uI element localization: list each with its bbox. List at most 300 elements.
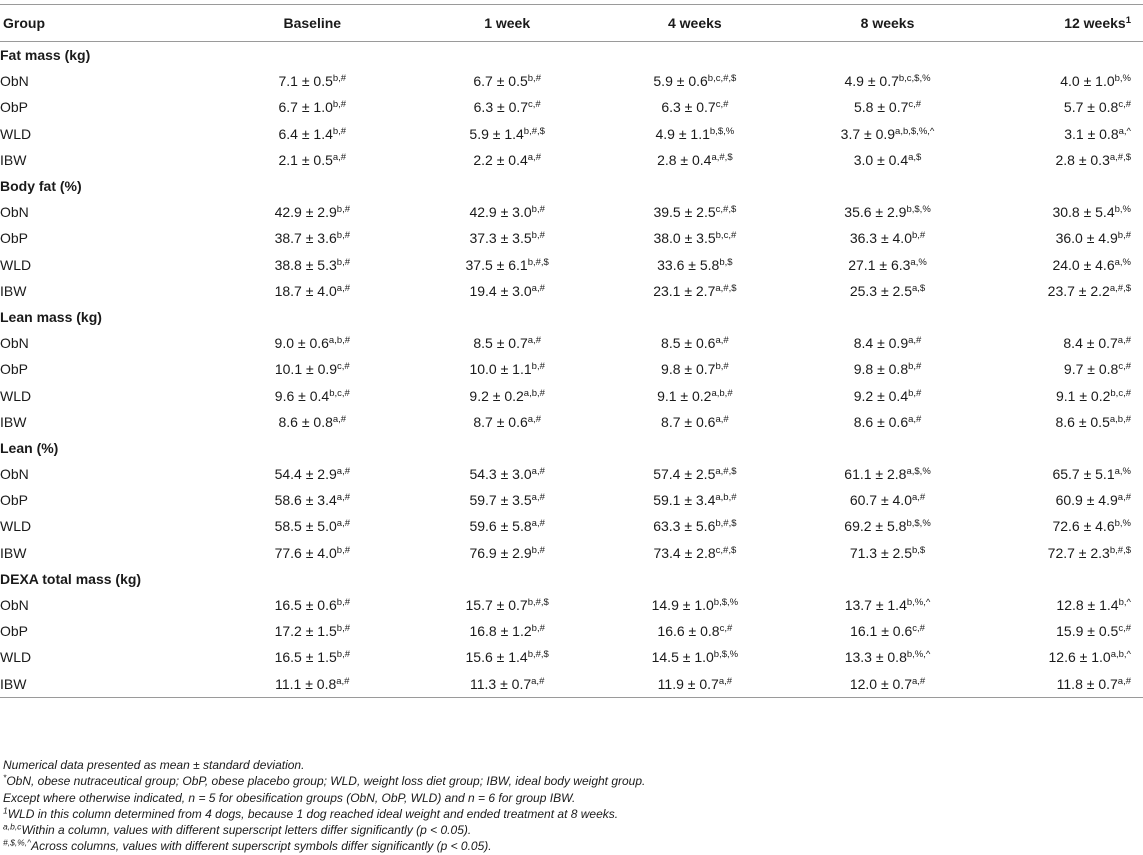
value-cell — [789, 330, 987, 356]
table-row — [0, 68, 1143, 94]
value-cell — [413, 644, 601, 670]
header-8-weeks: 8 weeks — [789, 5, 987, 42]
value-cell — [601, 147, 789, 173]
mean-sd-value: 37.5 ± 6.1 — [465, 256, 528, 273]
value-cell — [601, 68, 789, 94]
mean-sd-value: 5.9 ± 1.4 — [469, 125, 524, 142]
value-cell — [211, 592, 413, 618]
group-label: IBW — [0, 413, 27, 430]
value-cell — [601, 618, 789, 644]
significance-marker: b,#,$ — [1109, 544, 1131, 556]
significance-marker: a,# — [531, 675, 545, 687]
value-cell — [601, 356, 789, 382]
significance-marker: b,# — [908, 361, 922, 373]
group-label: ObN — [0, 73, 29, 90]
significance-marker: a,#,$ — [711, 151, 733, 163]
header-12-weeks-footnote-marker: 1 — [1125, 14, 1131, 26]
significance-marker: b,$,% — [906, 518, 931, 530]
value-cell — [413, 252, 601, 278]
value-cell — [211, 356, 413, 382]
mean-sd-value: 71.3 ± 2.5 — [849, 544, 912, 561]
value-cell — [789, 147, 987, 173]
significance-marker: a,# — [332, 151, 347, 163]
significance-marker: b,$ — [912, 544, 926, 556]
mean-sd-value: 73.4 ± 2.8 — [653, 544, 716, 561]
mean-sd-value: 8.5 ± 0.7 — [473, 335, 528, 352]
mean-sd-value: 15.6 ± 1.4 — [465, 649, 528, 666]
table-row — [0, 592, 1143, 618]
mean-sd-value: 59.1 ± 3.4 — [653, 492, 716, 509]
group-label: ObN — [0, 466, 29, 483]
significance-marker: b,# — [531, 204, 545, 215]
footnote-marker: #,$,%,^ — [3, 837, 32, 848]
value-cell — [413, 94, 601, 120]
significance-marker: a,# — [531, 518, 545, 530]
significance-marker: a,# — [336, 675, 350, 687]
value-cell — [789, 409, 987, 435]
footnote — [3, 838, 645, 854]
significance-marker: a,# — [332, 413, 347, 425]
significance-marker: a,# — [908, 334, 922, 346]
significance-marker: a,$ — [908, 151, 922, 163]
group-label: ObP — [0, 361, 29, 378]
group-label: IBW — [0, 544, 27, 561]
value-cell — [601, 121, 789, 147]
mean-sd-value: 35.6 ± 2.9 — [844, 204, 907, 221]
value-cell — [211, 278, 413, 304]
significance-marker: a,b,# — [1109, 413, 1131, 425]
value-cell — [413, 671, 601, 698]
mean-sd-value: 11.1 ± 0.8 — [275, 675, 337, 692]
value-cell — [413, 225, 601, 251]
significance-marker: b,^ — [1118, 596, 1131, 608]
value-cell — [211, 147, 413, 173]
table-row — [0, 147, 1143, 173]
mean-sd-value: 8.4 ± 0.9 — [853, 335, 909, 352]
significance-marker: a,# — [531, 492, 545, 504]
value-cell — [986, 199, 1143, 225]
mean-sd-value: 65.7 ± 5.1 — [1052, 466, 1115, 483]
mean-sd-value: 19.4 ± 3.0 — [469, 282, 532, 299]
group-label: ObN — [0, 335, 29, 352]
table-row — [0, 487, 1143, 513]
significance-marker: a,% — [1114, 256, 1131, 268]
value-cell — [211, 94, 413, 120]
section-row — [0, 42, 1143, 69]
value-cell — [789, 461, 987, 487]
mean-sd-value: 12.8 ± 1.4 — [1056, 597, 1119, 614]
value-cell — [211, 252, 413, 278]
significance-marker: b,$,% — [709, 125, 735, 137]
header-12-weeks-label: 12 weeks — [1064, 15, 1126, 31]
table-row — [0, 252, 1143, 278]
mean-sd-value: 2.2 ± 0.4 — [473, 151, 528, 168]
section-title: Lean mass (kg) — [0, 308, 102, 325]
mean-sd-value: 9.6 ± 0.4 — [274, 387, 330, 404]
significance-marker: b,# — [531, 623, 545, 634]
significance-marker: c,# — [715, 99, 729, 111]
footnote-text: Numerical data presented as mean ± standard deviation. — [3, 758, 305, 772]
group-label: ObP — [0, 623, 29, 640]
significance-marker: b,# — [715, 361, 729, 373]
table-row — [0, 618, 1143, 644]
significance-marker: a,# — [336, 492, 350, 504]
significance-marker: a,#,$ — [715, 465, 737, 477]
value-cell — [413, 330, 601, 356]
value-cell — [789, 618, 987, 644]
significance-marker: b,# — [336, 544, 350, 556]
table-row — [0, 225, 1143, 251]
section-title: DEXA total mass (kg) — [0, 570, 142, 587]
group-label: IBW — [0, 671, 211, 698]
value-cell — [789, 382, 987, 408]
value-cell — [789, 225, 987, 251]
significance-marker: b,$ — [719, 256, 733, 268]
mean-sd-value: 9.8 ± 0.7 — [661, 361, 716, 378]
group-label: WLD — [0, 387, 32, 404]
mean-sd-value: 58.6 ± 3.4 — [274, 492, 337, 509]
mean-sd-value: 5.7 ± 0.8 — [1063, 99, 1119, 116]
footnote — [3, 757, 645, 773]
significance-marker: a,b,# — [328, 334, 351, 346]
value-cell — [413, 121, 601, 147]
significance-marker: b,# — [531, 544, 545, 556]
footnote-text: Except where otherwise indicated, n = 5 for obesification groups (ObN, ObP, WLD) and n = 6 for group IBW. — [3, 790, 576, 805]
mean-sd-value: 2.8 ± 0.3 — [1055, 151, 1110, 168]
footnote-text: Across columns, values with different superscript symbols differ significantly (p < 0.05). — [31, 839, 492, 854]
value-cell — [986, 409, 1143, 435]
mean-sd-value: 60.9 ± 4.9 — [1055, 492, 1118, 509]
significance-marker: b,# — [531, 361, 545, 373]
significance-marker: a,^ — [1118, 125, 1131, 137]
value-cell — [986, 252, 1143, 278]
value-cell — [413, 68, 601, 94]
table-row — [0, 278, 1143, 304]
mean-sd-value: 23.1 ± 2.7 — [653, 282, 716, 299]
significance-marker: a,b,# — [715, 492, 737, 504]
mean-sd-value: 77.6 ± 4.0 — [274, 544, 337, 561]
section-title: Fat mass (kg) — [0, 47, 91, 64]
value-cell — [601, 540, 789, 566]
value-cell — [986, 540, 1143, 566]
value-cell — [601, 644, 789, 670]
significance-marker: b,c,# — [1110, 387, 1131, 399]
significance-marker: a,# — [1117, 492, 1131, 504]
mean-sd-value: 9.0 ± 0.6 — [274, 335, 329, 352]
table-row — [0, 513, 1143, 539]
mean-sd-value: 10.0 ± 1.1 — [469, 361, 532, 378]
significance-marker: c,# — [1118, 361, 1131, 373]
mean-sd-value: 72.6 ± 4.6 — [1052, 518, 1115, 535]
mean-sd-value: 54.4 ± 2.9 — [274, 466, 337, 483]
mean-sd-value: 38.7 ± 3.6 — [274, 230, 337, 247]
mean-sd-value: 6.4 ± 1.4 — [278, 125, 333, 142]
significance-marker: b,# — [332, 99, 347, 111]
mean-sd-value: 16.6 ± 0.8 — [657, 623, 720, 640]
mean-sd-value: 59.7 ± 3.5 — [469, 492, 532, 509]
significance-marker: a,# — [1117, 334, 1131, 346]
mean-sd-value: 24.0 ± 4.6 — [1052, 256, 1115, 273]
mean-sd-value: 61.1 ± 2.8 — [844, 466, 907, 483]
value-cell — [413, 540, 601, 566]
value-cell — [601, 94, 789, 120]
mean-sd-value: 58.5 ± 5.0 — [274, 518, 337, 535]
significance-marker: c,# — [1118, 99, 1131, 111]
significance-marker: b,# — [336, 596, 350, 608]
table-row — [0, 409, 1143, 435]
value-cell — [789, 540, 987, 566]
value-cell — [211, 225, 413, 251]
footnote — [3, 790, 645, 806]
significance-marker: b,$,% — [713, 596, 739, 608]
value-cell — [211, 644, 413, 670]
mean-sd-value: 9.8 ± 0.8 — [853, 361, 909, 378]
value-cell — [601, 199, 789, 225]
mean-sd-value: 9.2 ± 0.4 — [853, 387, 909, 404]
table-row — [0, 461, 1143, 487]
group-label: ObN — [0, 204, 29, 221]
value-cell — [986, 644, 1143, 670]
mean-sd-value: 8.7 ± 0.6 — [473, 413, 528, 430]
group-label: WLD — [0, 518, 32, 535]
table-row — [0, 671, 1143, 698]
table-row — [0, 356, 1143, 382]
value-cell — [413, 618, 601, 644]
value-cell — [986, 68, 1143, 94]
significance-marker: a,# — [336, 518, 350, 530]
value-cell — [986, 592, 1143, 618]
mean-sd-value: 11.3 ± 0.7 — [470, 675, 532, 692]
mean-sd-value: 2.1 ± 0.5 — [278, 151, 333, 168]
mean-sd-value: 3.7 ± 0.9 — [840, 125, 896, 142]
mean-sd-value: 12.0 ± 0.7 — [849, 675, 912, 692]
significance-marker: a,# — [908, 413, 922, 425]
value-cell — [211, 330, 413, 356]
value-cell — [211, 199, 413, 225]
mean-sd-value: 25.3 ± 2.5 — [849, 282, 912, 299]
value-cell — [789, 252, 987, 278]
footnote — [3, 822, 645, 838]
value-cell — [986, 618, 1143, 644]
significance-marker: c,# — [912, 623, 925, 634]
significance-marker: b,#,$ — [527, 649, 549, 661]
mean-sd-value: 6.7 ± 0.5 — [473, 73, 528, 90]
mean-sd-value: 14.5 ± 1.0 — [651, 649, 714, 666]
mean-sd-value: 16.5 ± 1.5 — [274, 649, 337, 666]
significance-marker: b,#,$ — [715, 518, 737, 530]
mean-sd-value: 6.3 ± 0.7 — [473, 99, 529, 116]
significance-marker: a,# — [527, 334, 541, 346]
significance-marker: a,$,% — [906, 465, 931, 477]
significance-marker: a,b,$,%,^ — [895, 125, 935, 137]
mean-sd-value: 9.2 ± 0.2 — [469, 387, 524, 404]
mean-sd-value: 38.0 ± 3.5 — [653, 230, 716, 247]
mean-sd-value: 4.0 ± 1.0 — [1060, 73, 1115, 90]
significance-marker: c,#,$ — [715, 544, 737, 556]
value-cell — [986, 513, 1143, 539]
group-label: WLD — [0, 649, 32, 666]
mean-sd-value: 76.9 ± 2.9 — [469, 544, 532, 561]
mean-sd-value: 37.3 ± 3.5 — [469, 230, 532, 247]
table-row — [0, 94, 1143, 120]
mean-sd-value: 42.9 ± 3.0 — [469, 204, 532, 221]
significance-marker: a,# — [531, 282, 545, 294]
significance-marker: c,# — [908, 99, 922, 111]
value-cell — [601, 278, 789, 304]
footnote — [3, 806, 645, 822]
mean-sd-value: 23.7 ± 2.2 — [1047, 282, 1110, 299]
significance-marker: a,% — [910, 256, 927, 268]
value-cell — [789, 644, 987, 670]
table-row — [0, 330, 1143, 356]
value-cell — [211, 409, 413, 435]
value-cell — [601, 330, 789, 356]
section-title: Body fat (%) — [0, 178, 82, 195]
significance-marker: a,# — [531, 465, 545, 477]
value-cell — [211, 382, 413, 408]
header-group: Group — [0, 5, 211, 42]
mean-sd-value: 11.9 ± 0.7 — [657, 675, 719, 692]
group-label: ObP — [0, 99, 29, 116]
significance-marker: b,# — [527, 73, 541, 85]
mean-sd-value: 8.7 ± 0.6 — [661, 413, 716, 430]
mean-sd-value: 30.8 ± 5.4 — [1052, 204, 1115, 221]
value-cell — [789, 94, 987, 120]
significance-marker: a,b,^ — [1110, 649, 1131, 661]
value-cell — [789, 592, 987, 618]
significance-marker: a,b,# — [523, 387, 545, 399]
value-cell — [413, 147, 601, 173]
header-12-weeks — [986, 5, 1143, 42]
significance-marker: a,# — [912, 492, 926, 504]
mean-sd-value: 16.5 ± 0.6 — [274, 597, 337, 614]
mean-sd-value: 8.6 ± 0.8 — [278, 413, 333, 430]
mean-sd-value: 33.6 ± 5.8 — [657, 256, 720, 273]
value-cell — [413, 382, 601, 408]
significance-marker: a,$ — [912, 282, 926, 294]
table-row — [0, 382, 1143, 408]
significance-marker: b,# — [912, 230, 926, 242]
footnote — [3, 773, 645, 789]
mean-sd-value: 8.4 ± 0.7 — [1063, 335, 1118, 352]
mean-sd-value: 8.6 ± 0.5 — [1055, 413, 1110, 430]
significance-marker: b,# — [531, 230, 545, 242]
value-cell — [211, 671, 413, 698]
significance-marker: b,#,$ — [523, 125, 545, 137]
significance-marker: a,#,$ — [715, 282, 737, 294]
mean-sd-value: 63.3 ± 5.6 — [653, 518, 716, 535]
significance-marker: a,# — [527, 413, 541, 425]
mean-sd-value: 5.8 ± 0.7 — [853, 99, 909, 116]
value-cell — [601, 225, 789, 251]
value-cell — [413, 278, 601, 304]
group-label: WLD — [0, 256, 32, 273]
value-cell — [789, 121, 987, 147]
mean-sd-value: 13.7 ± 1.4 — [844, 597, 907, 614]
significance-marker: a,# — [718, 675, 733, 687]
table-row — [0, 199, 1143, 225]
significance-marker: b,%,^ — [906, 596, 931, 608]
value-cell — [789, 513, 987, 539]
significance-marker: a,# — [336, 465, 350, 477]
header-1-week: 1 week — [413, 5, 601, 42]
mean-sd-value: 2.8 ± 0.4 — [657, 151, 712, 168]
group-label: IBW — [0, 151, 27, 168]
mean-sd-value: 5.9 ± 0.6 — [653, 73, 708, 90]
value-cell — [789, 487, 987, 513]
significance-marker: b,# — [332, 125, 347, 137]
header-row — [0, 5, 1143, 42]
significance-marker: a,# — [715, 413, 729, 425]
value-cell — [211, 68, 413, 94]
significance-marker: a,# — [527, 151, 541, 163]
value-cell — [789, 68, 987, 94]
mean-sd-value: 18.7 ± 4.0 — [274, 282, 337, 299]
significance-marker: c,# — [1118, 623, 1131, 634]
footnote-text: ObN, obese nutraceutical group; ObP, obese placebo group; WLD, weight loss diet group; IBW, ideal body weight group. — [6, 774, 646, 789]
value-cell — [986, 330, 1143, 356]
mean-sd-value: 38.8 ± 5.3 — [274, 256, 337, 273]
value-cell — [601, 671, 789, 698]
value-cell — [986, 356, 1143, 382]
section-row — [0, 435, 1143, 461]
value-cell — [986, 487, 1143, 513]
value-cell — [986, 225, 1143, 251]
significance-marker: c,# — [719, 623, 733, 634]
mean-sd-value: 8.5 ± 0.6 — [661, 335, 716, 352]
significance-marker: a,#,$ — [1109, 151, 1131, 163]
mean-sd-value: 69.2 ± 5.8 — [844, 518, 907, 535]
significance-marker: b,c,# — [329, 387, 350, 399]
mean-sd-value: 3.0 ± 0.4 — [853, 151, 909, 168]
value-cell — [986, 121, 1143, 147]
section-row — [0, 173, 1143, 199]
significance-marker: a,#,$ — [1109, 282, 1131, 294]
footnote-marker: * — [3, 772, 7, 783]
mean-sd-value: 17.2 ± 1.5 — [274, 623, 337, 640]
significance-marker: b,# — [332, 73, 347, 85]
significance-marker: b,c,#,$ — [707, 73, 737, 85]
value-cell — [601, 513, 789, 539]
section-title: Lean (%) — [0, 439, 59, 456]
mean-sd-value: 36.3 ± 4.0 — [849, 230, 912, 247]
value-cell — [986, 461, 1143, 487]
significance-marker: b,#,$ — [527, 256, 549, 268]
mean-sd-value: 16.8 ± 1.2 — [469, 623, 532, 640]
mean-sd-value: 3.1 ± 0.8 — [1064, 125, 1119, 142]
value-cell — [211, 618, 413, 644]
significance-marker: b,c,# — [715, 230, 737, 242]
mean-sd-value: 16.1 ± 0.6 — [850, 623, 913, 640]
value-cell — [601, 409, 789, 435]
mean-sd-value: 4.9 ± 0.7 — [844, 73, 899, 90]
significance-marker: a,# — [336, 282, 350, 294]
results-table — [0, 4, 1143, 698]
value-cell — [789, 356, 987, 382]
significance-marker: a,# — [912, 675, 926, 687]
value-cell — [986, 278, 1143, 304]
value-cell — [986, 671, 1143, 698]
significance-marker: a,% — [1114, 465, 1131, 477]
significance-marker: b,# — [336, 230, 350, 242]
significance-marker: b,$,% — [713, 649, 739, 661]
table-footnotes — [3, 757, 645, 855]
significance-marker: b,# — [908, 387, 922, 399]
significance-marker: b,# — [1117, 230, 1131, 242]
value-cell — [986, 382, 1143, 408]
mean-sd-value: 42.9 ± 2.9 — [274, 204, 337, 221]
significance-marker: b,c,$,% — [898, 73, 931, 85]
